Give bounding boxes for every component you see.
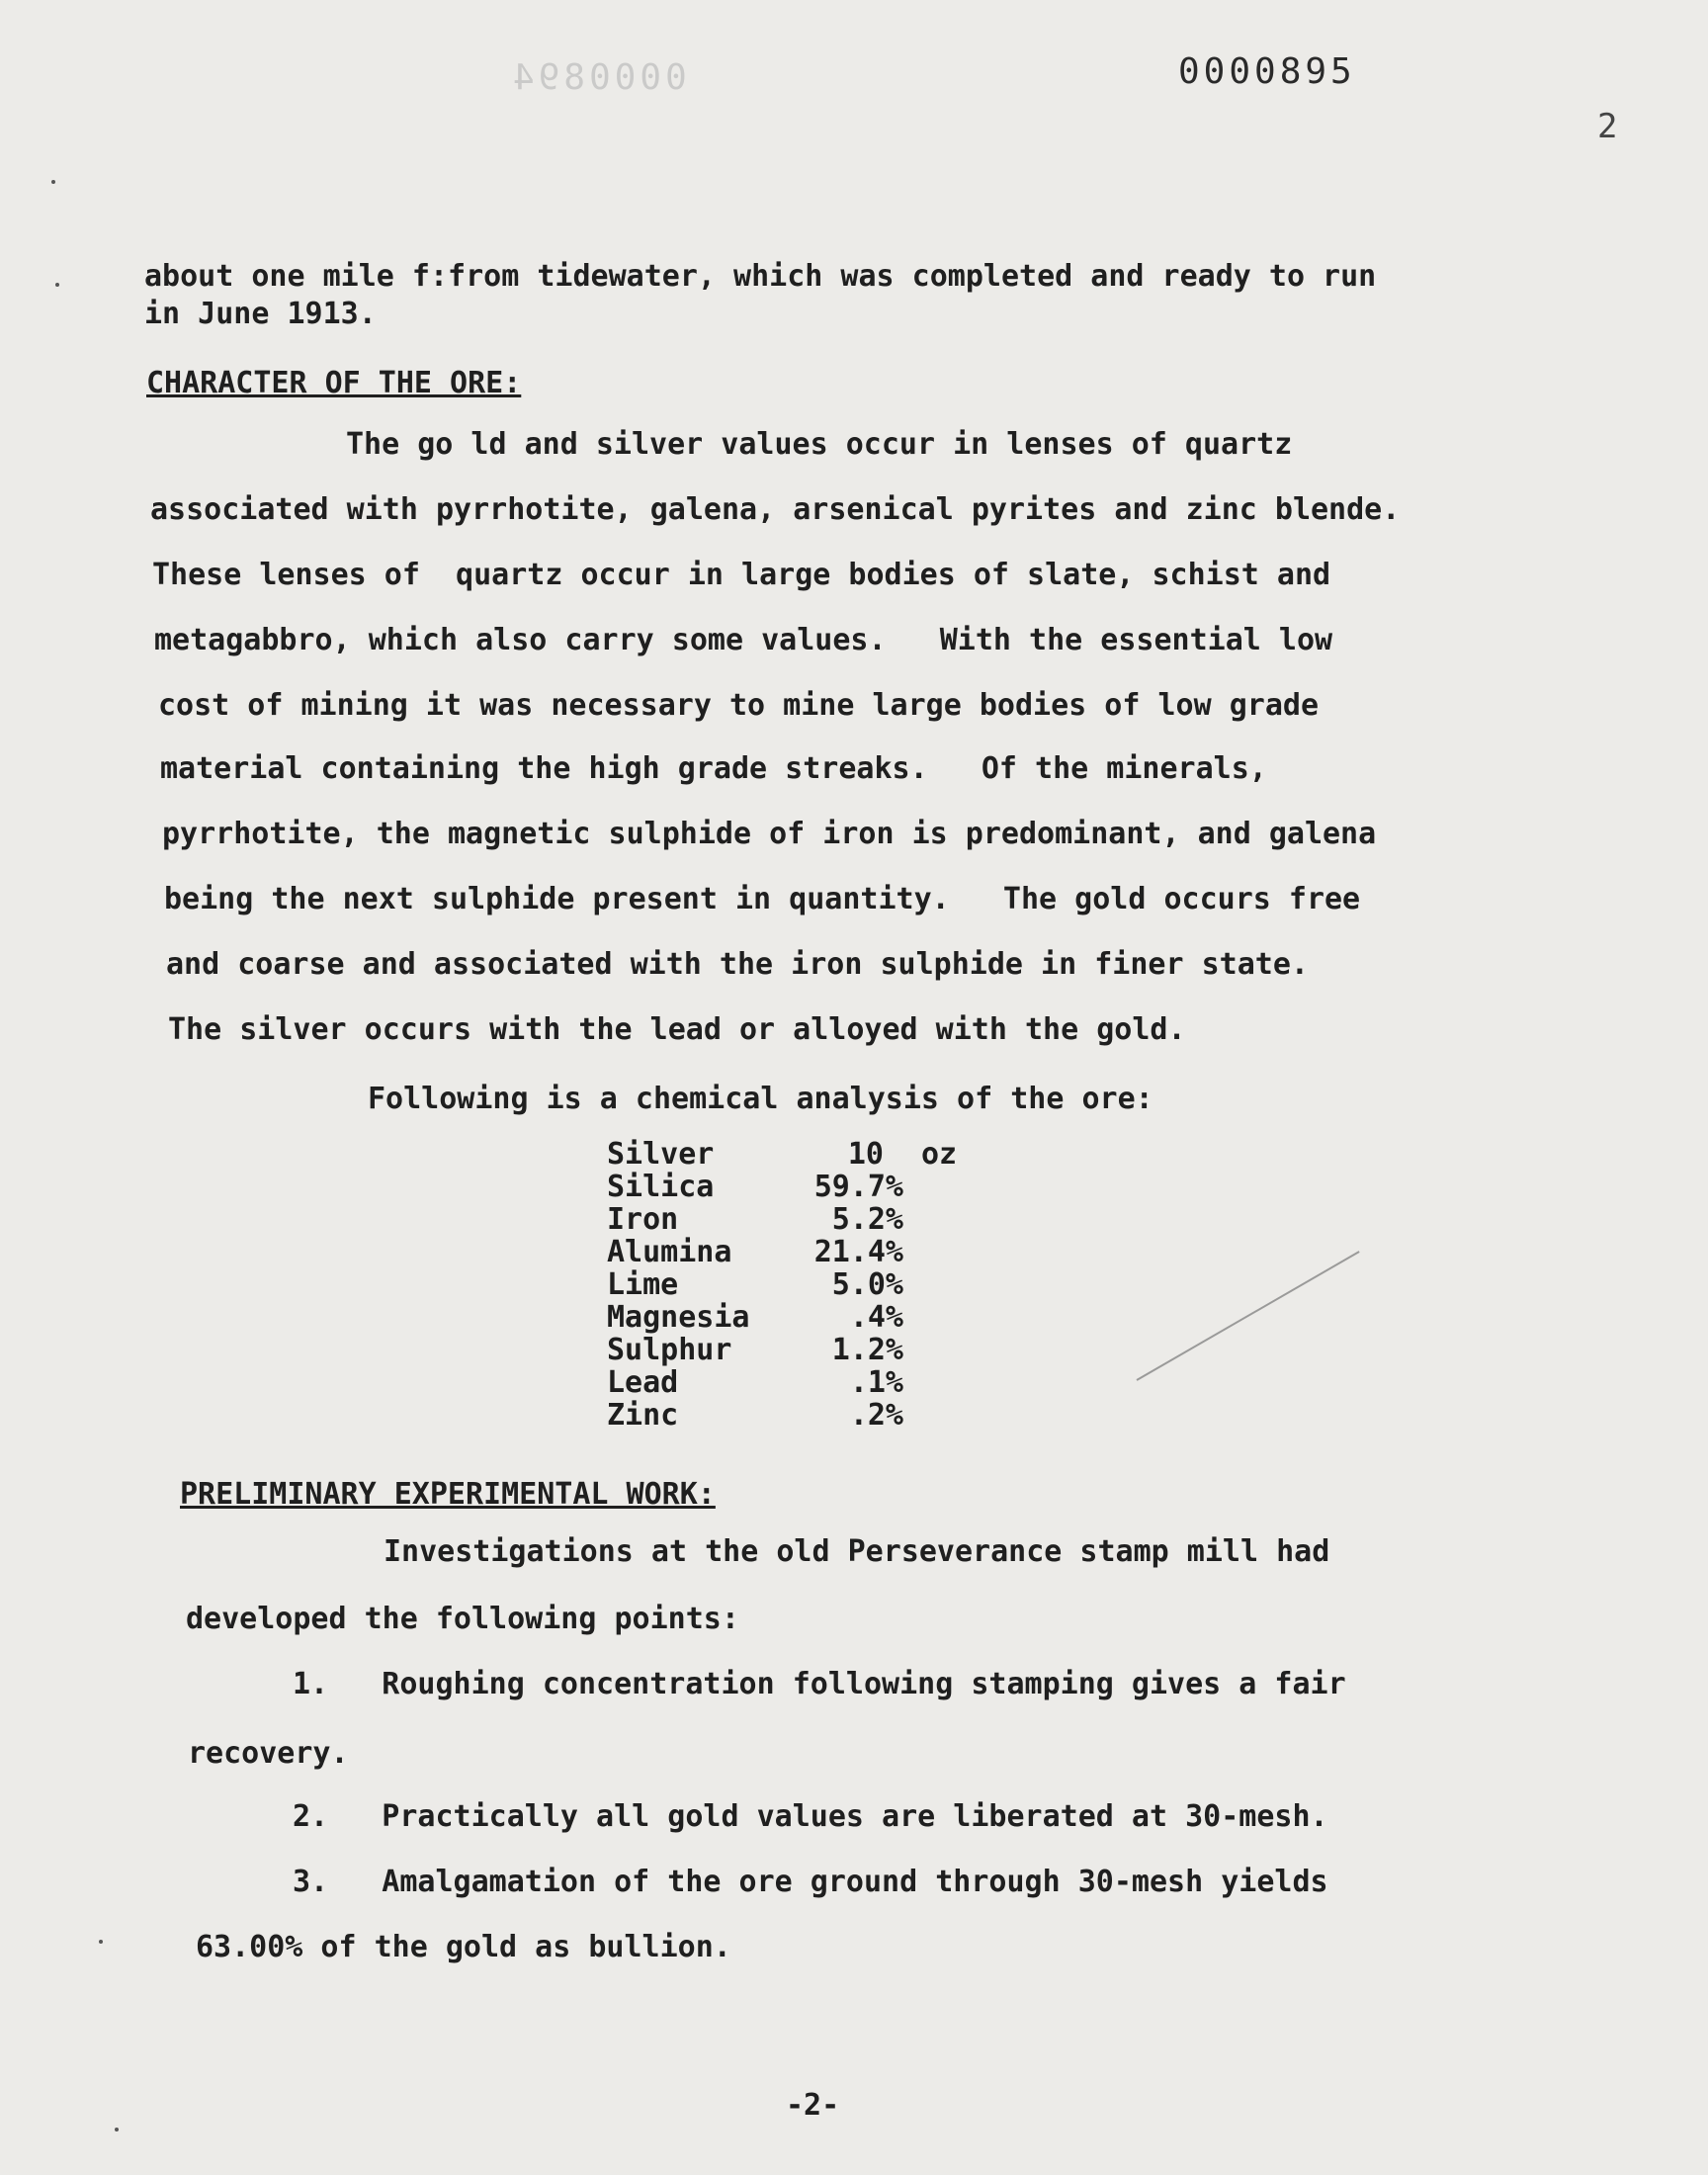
analysis-value: 5.2% xyxy=(831,1202,903,1237)
ore-paragraph-line: These lenses of quartz occur in large bodies of slate, schist and xyxy=(152,558,1331,592)
analysis-value: .4% xyxy=(849,1300,903,1335)
analysis-value: 59.7% xyxy=(813,1170,903,1204)
analysis-value: 21.4% xyxy=(813,1235,903,1269)
preliminary-line: developed the following points: xyxy=(186,1602,739,1636)
preliminary-line: 63.00% of the gold as bullion. xyxy=(196,1930,731,1964)
analysis-value: 5.0% xyxy=(831,1267,903,1302)
ghost-document-number: 0000894 xyxy=(509,57,687,98)
analysis-element: Lead xyxy=(607,1365,679,1400)
analysis-element: Alumina xyxy=(607,1235,732,1269)
preliminary-line: recovery. xyxy=(188,1736,349,1771)
intro-line-1: about one mile f:from tidewater, which was completed and ready to run xyxy=(144,259,1377,294)
page-number-footer: -2- xyxy=(786,2088,840,2123)
ore-paragraph-line: The go ld and silver values occur in lenses of quartz xyxy=(346,427,1293,462)
corner-page-mark: 2 xyxy=(1597,107,1618,146)
analysis-element: Iron xyxy=(607,1202,679,1237)
ore-paragraph-line: and coarse and associated with the iron sulphide in finer state. xyxy=(166,947,1309,982)
analysis-value: 10 xyxy=(847,1137,884,1172)
analysis-unit: oz xyxy=(921,1137,958,1172)
ore-paragraph-line: material containing the high grade streaks. Of the minerals, xyxy=(160,751,1267,786)
intro-line-2: in June 1913. xyxy=(144,297,377,331)
analysis-element: Zinc xyxy=(607,1398,679,1433)
preliminary-line: 1. Roughing concentration following stamping gives a fair xyxy=(293,1667,1346,1701)
ore-paragraph-line: pyrrhotite, the magnetic sulphide of iron is predominant, and galena xyxy=(162,817,1377,851)
analysis-value: .1% xyxy=(849,1365,903,1400)
pencil-stroke xyxy=(1137,1251,1360,1381)
analysis-element: Sulphur xyxy=(607,1333,732,1367)
analysis-value: .2% xyxy=(849,1398,903,1433)
speck xyxy=(51,180,55,184)
analysis-element: Silica xyxy=(607,1170,715,1204)
section-heading-character: CHARACTER OF THE ORE: xyxy=(146,366,522,400)
analysis-value: 1.2% xyxy=(831,1333,903,1367)
analysis-element: Lime xyxy=(607,1267,679,1302)
preliminary-line: 2. Practically all gold values are liberated at 30-mesh. xyxy=(293,1799,1328,1834)
speck xyxy=(55,283,59,287)
preliminary-line: 3. Amalgamation of the ore ground through 30-mesh yields xyxy=(293,1865,1328,1899)
section-heading-preliminary: PRELIMINARY EXPERIMENTAL WORK: xyxy=(180,1477,716,1512)
ore-paragraph-line: being the next sulphide present in quantity. The gold occurs free xyxy=(164,882,1361,916)
ore-paragraph-line: metagabbro, which also carry some values. With the essential low xyxy=(154,623,1333,657)
document-number: 0000895 xyxy=(1178,51,1356,92)
speck xyxy=(99,1940,103,1944)
analysis-element: Magnesia xyxy=(607,1300,750,1335)
ore-paragraph-line: The silver occurs with the lead or alloyed with the gold. xyxy=(168,1012,1186,1047)
ore-paragraph-line: associated with pyrrhotite, galena, arsenical pyrites and zinc blende. xyxy=(150,492,1401,527)
speck xyxy=(115,2128,119,2132)
preliminary-line: Investigations at the old Perseverance stamp mill had xyxy=(384,1534,1330,1569)
analysis-intro: Following is a chemical analysis of the ore: xyxy=(368,1082,1153,1116)
analysis-element: Silver xyxy=(607,1137,715,1172)
ore-paragraph-line: cost of mining it was necessary to mine large bodies of low grade xyxy=(158,688,1319,723)
